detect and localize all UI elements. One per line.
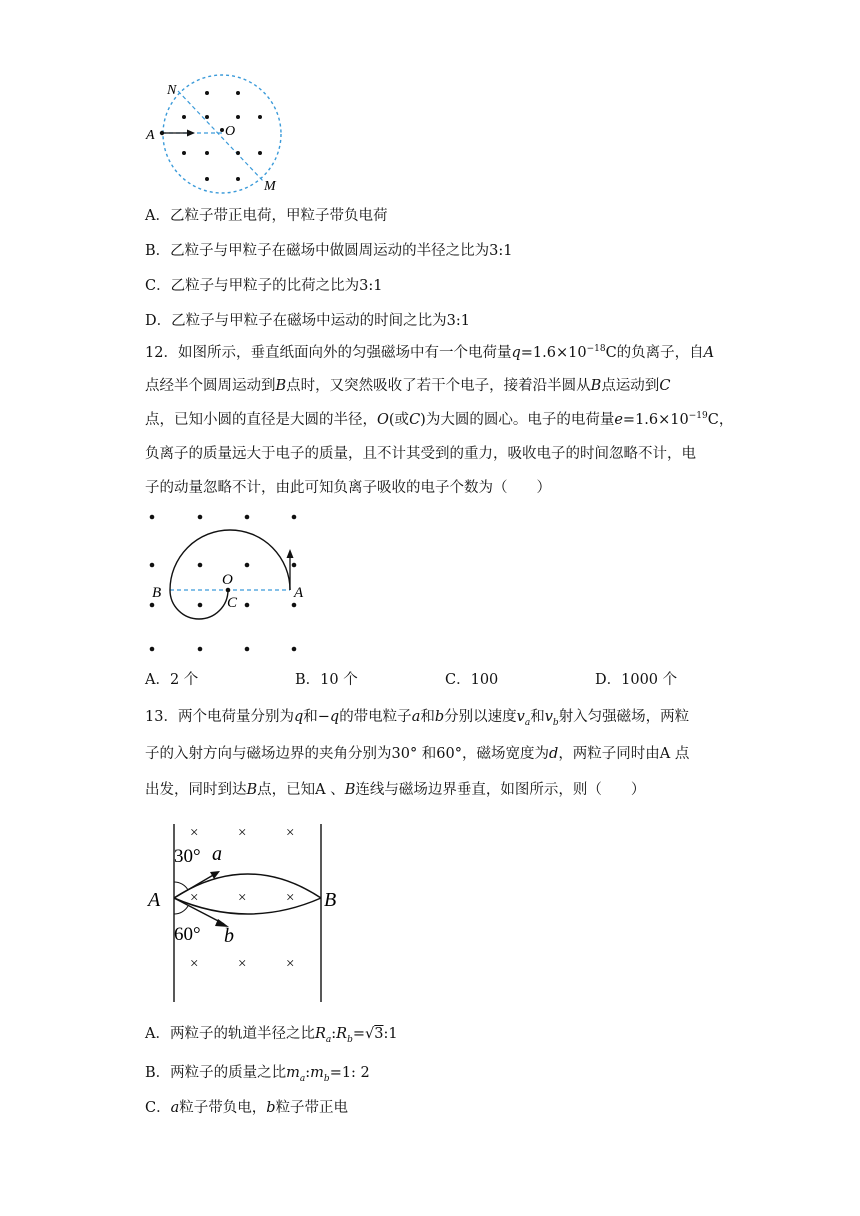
q12-option-b: B．10 个	[295, 672, 358, 688]
point-c-dot	[226, 588, 231, 593]
field-crosses	[190, 825, 294, 972]
label-a-point: A	[148, 889, 161, 911]
label-c: C	[227, 595, 238, 611]
svg-text:×: ×	[190, 825, 199, 841]
label-m: M	[264, 179, 276, 194]
label-a: A	[294, 585, 304, 601]
q12-stem-line-2: 点经半个圆周运动到B点时，又突然吸收了若干个电子，接着沿半圆从B点运动到C	[145, 378, 671, 394]
q11-option-c: C．乙粒子与甲粒子的比荷之比为3:1	[145, 278, 383, 294]
q12-stem-line-4: 负离子的质量远大于电子的质量，且不计其受到的重力，吸收电子的时间忽略不计，电	[145, 446, 696, 462]
point-a-dot	[160, 131, 164, 135]
svg-text:×: ×	[190, 956, 199, 972]
q11-option-d: D．乙粒子与甲粒子在磁场中运动的时间之比为3:1	[145, 313, 470, 329]
q12-option-c: C．100	[445, 672, 499, 688]
label-a-particle: a	[212, 843, 222, 865]
magnetic-field-boundary-circle	[163, 75, 281, 193]
velocity-arrowhead	[287, 549, 294, 558]
svg-text:×: ×	[190, 890, 199, 906]
q13-option-c: C．a粒子带负电，b粒子带正电	[145, 1100, 349, 1116]
q11-option-a: A．乙粒子带正电荷，甲粒子带负电荷	[145, 208, 388, 224]
label-60-deg: 60°	[174, 924, 201, 945]
q13-option-a: A．两粒子的轨道半径之比$R_a:R_b=√3:1$	[145, 1026, 398, 1045]
label-o: O	[225, 124, 236, 139]
velocity-arrowhead	[187, 130, 195, 137]
svg-text:×: ×	[238, 825, 247, 841]
q12-option-a: A．2 个	[145, 672, 199, 688]
diameter-line	[178, 91, 264, 182]
svg-text:×: ×	[286, 825, 295, 841]
q12-figure	[140, 505, 320, 660]
q12-option-d: D．1000 个	[595, 672, 678, 688]
svg-text:×: ×	[238, 956, 247, 972]
angle-30-arc	[174, 882, 188, 890]
angle-60-arc	[174, 906, 188, 914]
q12-stem-line-3: 点，已知小圆的直径是大圆的半径，O(或C)为大圆的圆心。电子的电荷量$e=1.6\times 10^{-19}C$，	[145, 411, 734, 428]
q13-option-b: B．两粒子的质量之比$m_a:m_b=1$: 2	[145, 1065, 370, 1084]
q12-stem-line-1: 12．如图所示，垂直纸面向外的匀强磁场中有一个电荷量$q=1.6\times 10^{-18}C$的负离子，自A	[145, 344, 715, 361]
q13-stem-line-3: 出发，同时到达B点，已知A 、B连线与磁场边界垂直，如图所示，则（ ）	[145, 782, 646, 798]
q12-stem-line-5: 子的动量忽略不计，由此可知负离子吸收的电子个数为（ ）	[145, 480, 551, 496]
q13-figure	[140, 820, 350, 1005]
svg-text:×: ×	[238, 890, 247, 906]
label-b: B	[152, 585, 162, 601]
q11-option-b: B．乙粒子与甲粒子在磁场中做圆周运动的半径之比为3:1	[145, 243, 513, 259]
label-b-point: B	[324, 889, 337, 911]
label-30-deg: 30°	[174, 846, 201, 867]
svg-text:×: ×	[286, 956, 295, 972]
svg-text:×: ×	[286, 890, 295, 906]
q13-stem-line-2: 子的入射方向与磁场边界的夹角分别为30° 和60°，磁场宽度为d，两粒子同时由A 点	[145, 746, 690, 762]
q13-stem-line-1: 13．两个电荷量分别为q和−q的带电粒子a和b分别以速度$v_a$和$v_b$射入匀强磁场，两粒	[145, 709, 690, 728]
label-n: N	[167, 83, 177, 98]
q11-figure	[140, 70, 300, 200]
label-b-particle: b	[224, 925, 234, 947]
label-o: O	[222, 572, 233, 588]
label-a: A	[146, 128, 155, 143]
